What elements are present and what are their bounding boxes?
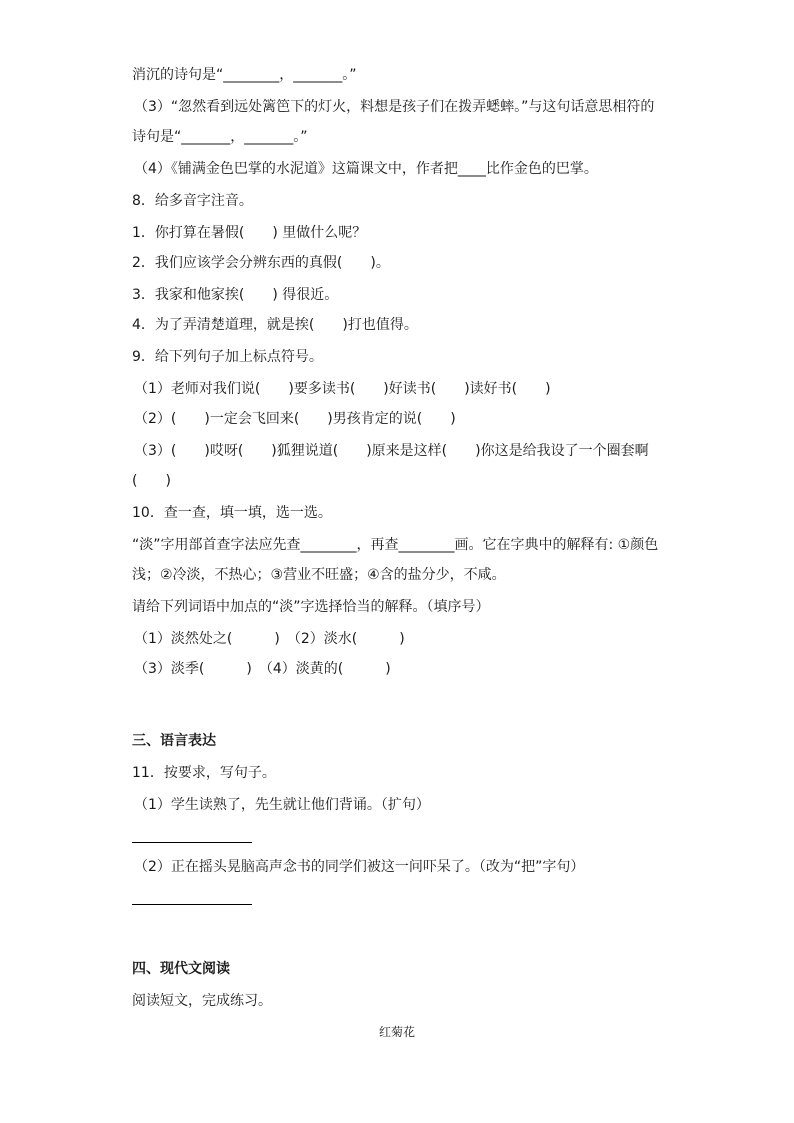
q9-item-2: （2）( )一定会飞回来( )男孩肯定的说( ) [134,411,456,427]
q10-instruction: 请给下列词语中加点的“淡”字选择恰当的解释。（填序号） [132,599,490,615]
q11-item-1: （1）学生读熟了，先生就让他们背诵。（扩句） [134,797,430,813]
answer-line-1[interactable] [132,842,252,843]
q9-heading: 9．给下列句子加上标点符号。 [132,349,323,365]
q7-2-continued: 消沉的诗句是“________，_______。” [132,67,357,83]
q7-4-prompt: （4）《铺满金色巴掌的水泥道》这篇课文中，作者把____比作金色的巴掌。 [134,161,598,177]
answer-line-2[interactable] [132,904,252,905]
q8-item-1: 1．你打算在暑假( ) 里做什么呢？ [132,225,367,241]
q9-item-3-end: ( ) [132,473,171,489]
q11-item-2: （2）正在摇头晃脑高声念书的同学们被这一问吓呆了。（改为“把”字句） [134,859,585,875]
q8-item-4: 4．为了弄清楚道理，就是挨( )打也值得。 [132,317,418,333]
q10-items-3-4: （3）淡季( ) （4）淡黄的( ) [134,661,391,677]
reading-instruction: 阅读短文，完成练习。 [132,993,272,1009]
q11-heading: 11．按要求，写句子。 [132,765,276,781]
q8-item-3: 3．我家和他家挨( ) 得很近。 [132,287,339,303]
section-3-heading: 三、语言表达 [132,733,216,749]
q7-3-continued: 诗句是“_______，_______。” [132,129,308,145]
passage-title: 红菊花 [378,1025,415,1039]
q10-items-1-2: （1）淡然处之( ) （2）淡水( ) [134,631,405,647]
q9-item-1: （1）老师对我们说( )要多读书( )好读书( )读好书( ) [134,381,551,397]
q8-item-2: 2．我们应该学会分辨东西的真假( )。 [132,255,390,271]
q9-item-3: （3）( )哎呀( )狐狸说道( )原来是这样( )你这是给我设了一个圈套啊 [134,443,649,459]
q10-lookup: “淡”字用部首查字法应先查________，再查________画。它在字典中的解释有: ①颜色 [132,537,659,553]
q10-heading: 10．查一查，填一填，选一选。 [132,505,332,521]
q10-definitions: 浅；②冷淡，不热心；③营业不旺盛；④含的盐分少，不咸。 [132,567,506,583]
q8-heading: 8．给多音字注音。 [132,193,253,209]
q7-3-prompt: （3）“忽然看到远处篱笆下的灯火，料想是孩子们在拨弄蟋蟀。”与这句话意思相符的 [134,99,655,115]
section-4-heading: 四、现代文阅读 [132,961,230,977]
